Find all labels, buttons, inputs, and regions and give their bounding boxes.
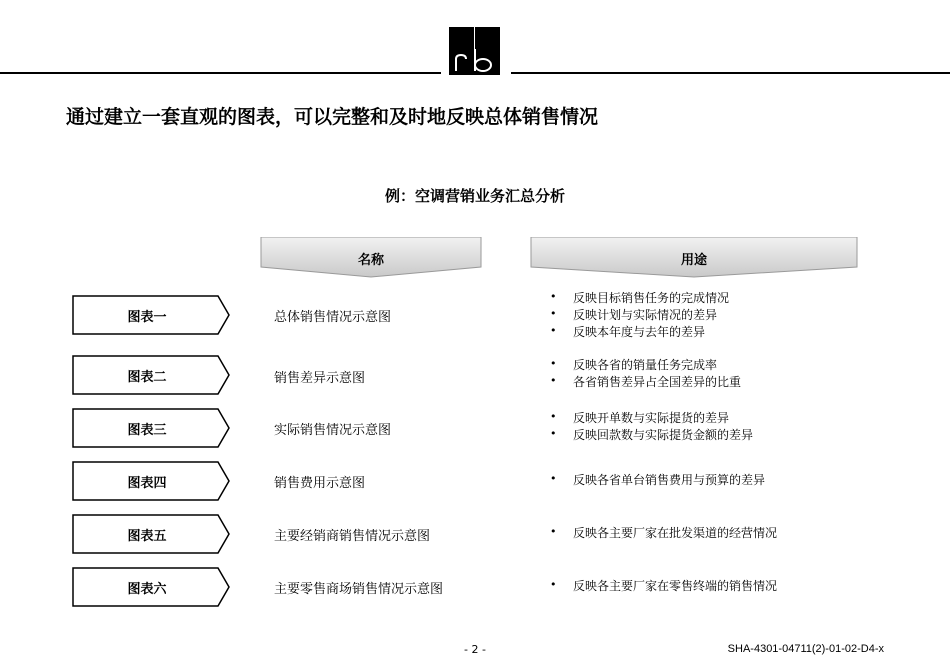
- page-number: - 2 -: [464, 643, 486, 656]
- chart-label-box: [72, 408, 232, 448]
- chart-uses-list: [548, 410, 753, 444]
- chart-uses-list: [548, 525, 777, 542]
- chart-name: 主要经销商销售情况示意图: [274, 529, 431, 544]
- chart-use-item: • 反映各省的销量任务完成率: [548, 357, 741, 374]
- chart-label: 图表五: [127, 529, 167, 544]
- chart-uses-list: [548, 578, 777, 595]
- header-rule-left: [0, 72, 441, 74]
- page-title: 通过建立一套直观的图表，可以完整和及时地反映总体销售情况: [66, 106, 599, 128]
- chart-name: 总体销售情况示意图: [274, 310, 392, 325]
- chart-use-item: • 反映计划与实际情况的差异: [548, 307, 729, 324]
- chart-uses-list: [548, 357, 741, 391]
- chart-uses-list: [548, 472, 765, 489]
- column-header-name-label: 名称: [357, 253, 384, 268]
- chart-label: 图表二: [127, 370, 167, 385]
- chart-label: 图表一: [127, 310, 167, 325]
- chart-label: 图表三: [127, 423, 167, 438]
- chart-label-box: [72, 514, 232, 554]
- chart-label-box: [72, 295, 232, 335]
- chart-use-item: • 反映开单数与实际提货的差异: [548, 410, 753, 427]
- header-rule-right: [511, 72, 950, 74]
- chart-use-item: • 反映回款数与实际提货金额的差异: [548, 427, 753, 444]
- chart-label-box: [72, 567, 232, 607]
- chart-use-item: • 各省销售差异占全国差异的比重: [548, 374, 741, 391]
- chart-label-box: [72, 355, 232, 395]
- chart-use-item: • 反映本年度与去年的差异: [548, 324, 729, 341]
- chart-name: 销售费用示意图: [274, 476, 366, 491]
- chart-use-item: • 反映目标销售任务的完成情况: [548, 290, 729, 307]
- chart-use-item: • 反映各主要厂家在批发渠道的经营情况: [548, 525, 777, 542]
- page-subtitle: 例：空调营销业务汇总分析: [384, 187, 565, 205]
- chart-name: 销售差异示意图: [274, 371, 366, 386]
- chart-name: 实际销售情况示意图: [274, 423, 392, 438]
- chart-label-box: [72, 461, 232, 501]
- chart-use-item: • 反映各主要厂家在零售终端的销售情况: [548, 578, 777, 595]
- chart-label: 图表四: [127, 476, 167, 491]
- chart-name: 主要零售商场销售情况示意图: [274, 582, 444, 597]
- chart-uses-list: [548, 290, 729, 341]
- rb-logo: [449, 27, 500, 75]
- column-header-use-label: 用途: [680, 253, 707, 268]
- chart-use-item: • 反映各省单台销售费用与预算的差异: [548, 472, 765, 489]
- document-code: SHA-4301-04711(2)-01-02-D4-x: [727, 643, 884, 655]
- column-header-name: [259, 237, 483, 278]
- column-header-use: [529, 237, 859, 278]
- chart-label: 图表六: [127, 582, 167, 597]
- rb-logo-mark: [449, 27, 500, 75]
